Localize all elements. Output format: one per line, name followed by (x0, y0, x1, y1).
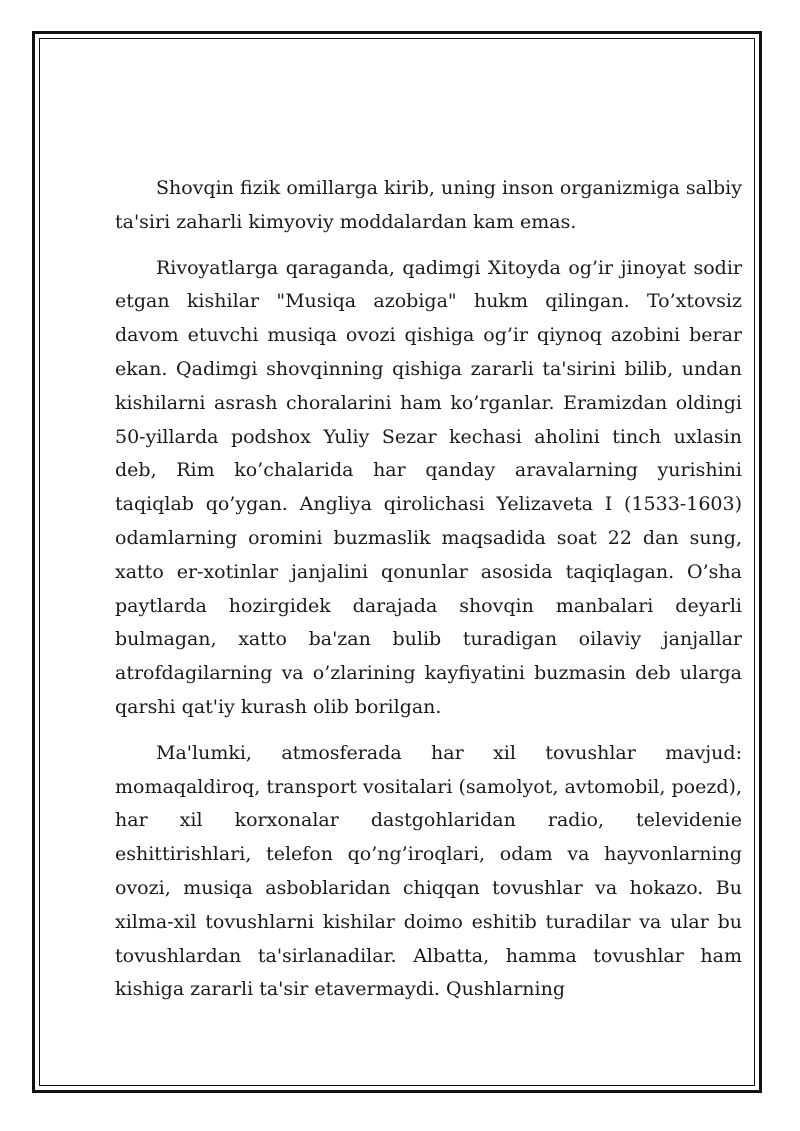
document-body (115, 172, 742, 1019)
paragraph-2: Rivoyatlarga qaraganda, qadimgi Xitoyda og’ir jinoyat sodir etgan kishilar "Musiqa azobiga" hukm qilingan. To’xtovsiz davom etuvchi musiqa ovozi qishiga og’ir qiynoq azobini berar ekan. Qadimgi shovqinning qishiga zararli ta'sirini bilib, undan kishilarni asrash choralarini ham ko’rganlar. Eramizdan oldingi 50-yillarda podshox Yuliy Sezar kechasi aholini tinch uxlasin deb, Rim ko’chalarida har qanday aravalarning yurishini taqiqlab qo’ygan. Angliya qirolichasi Yelizaveta I (1533-1603) odamlarning oromini buzmaslik maqsadida soat 22 dan sung, xatto er-xotinlar janjalini qonunlar asosida taqiqlagan. O’sha paytlarda hozirgidek darajada shovqin manbalari deyarli bulmagan, xatto ba'zan bulib turadigan oilaviy janjallar atrofdagilarning va o’zlarining kayfiyatini buzmasin deb ularga qarshi qat'iy kurash olib borilgan. (115, 256, 742, 718)
paragraph-3: Ma'lumki, atmosferada har xil tovushlar mavjud: momaqaldiroq, transport vositalari (samolyot, avtomobil, poezd), har xil korxonalar dastgohlaridan radio, televidenie eshittirishlari, telefon qo’ng’iroqlari, odam va hayvonlarning ovozi, musiqa asboblaridan chiqqan tovushlar va hokazo. Bu xilma-xil tovushlarni kishilar doimo eshitib turadilar va ular bu tovushlardan ta'sirlanadilar. Albatta, hamma tovushlar ham kishiga zararli ta'sir etavermaydi. Qushlarning (115, 741, 742, 1001)
paragraph-1: Shovqin fizik omillarga kirib, uning inson organizmiga salbiy ta'siri zaharli kimyoviy moddalardan kam emas. (115, 177, 742, 233)
